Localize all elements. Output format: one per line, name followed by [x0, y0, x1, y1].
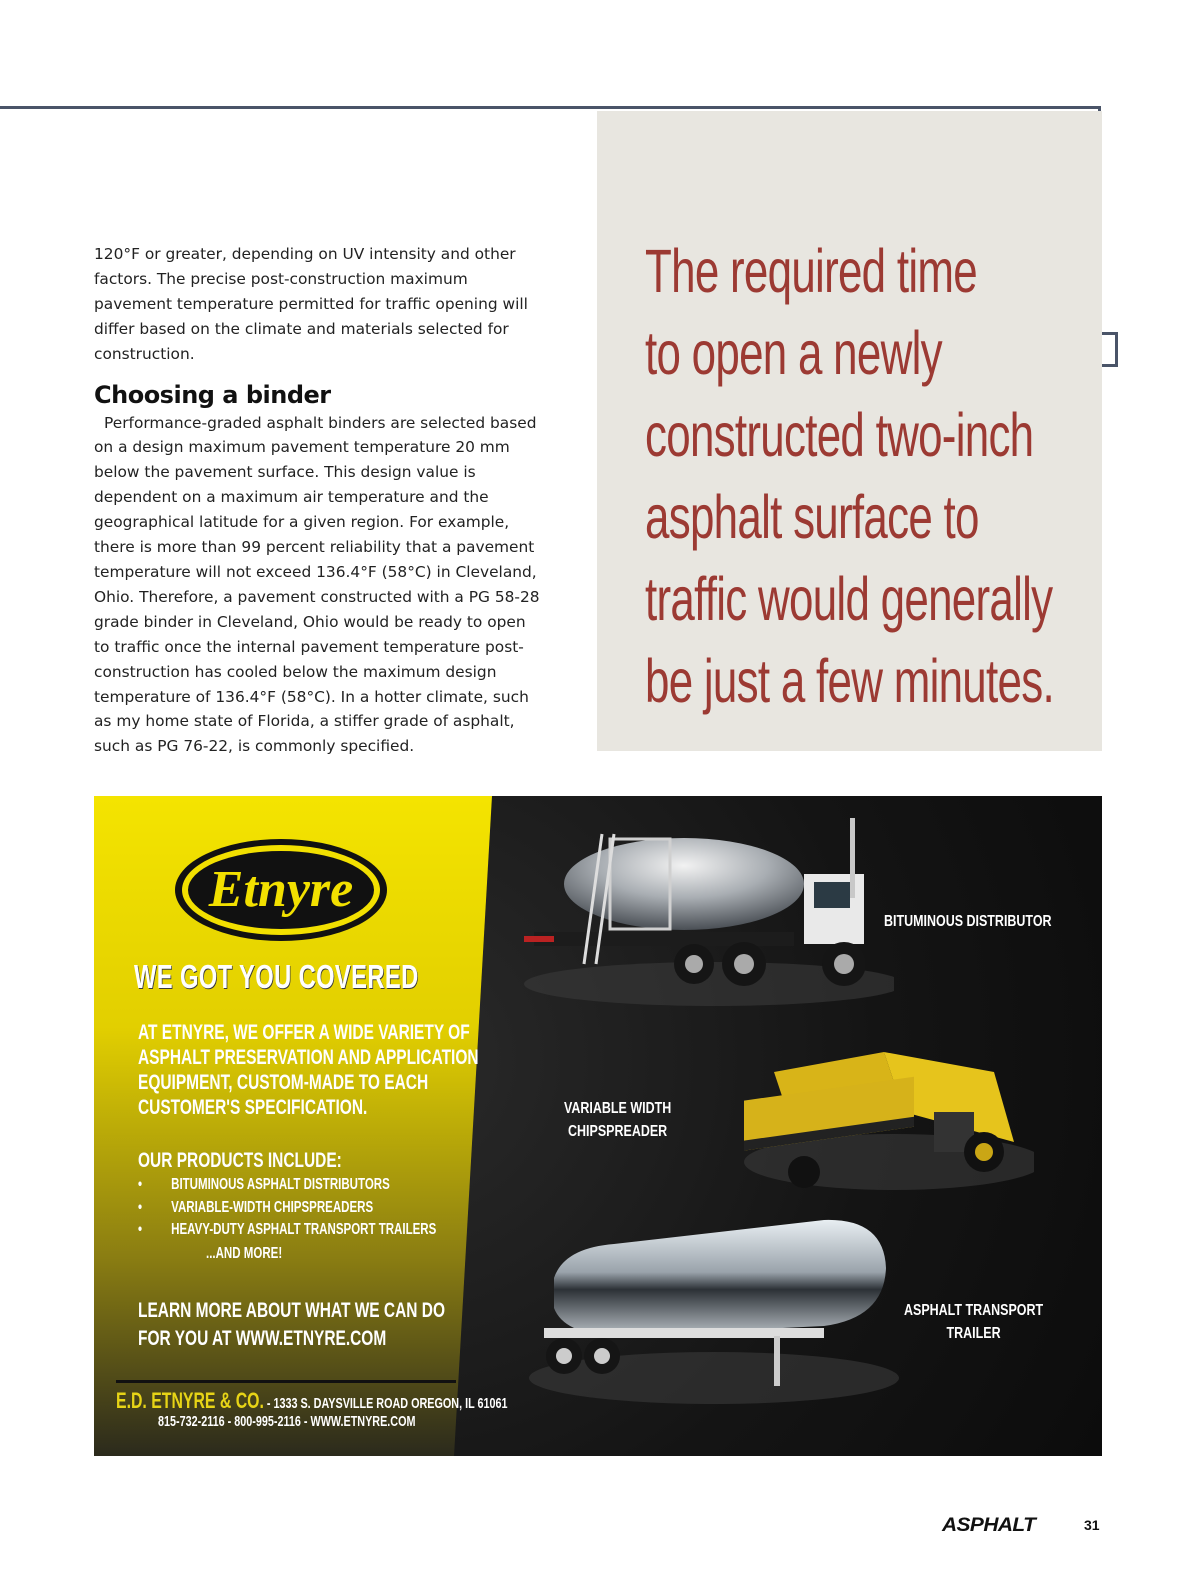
label-chipspreader — [564, 1097, 671, 1143]
product-item — [138, 1197, 436, 1220]
bullet: • — [138, 1198, 143, 1216]
label-bituminous-distributor: BITUMINOUS DISTRIBUTOR — [884, 913, 1052, 930]
product-item — [138, 1219, 436, 1242]
pull-quote-line: The required time — [645, 237, 977, 305]
asphalt-transport-trailer-image — [524, 1208, 904, 1408]
magazine-logo: ASPHALT — [942, 1515, 1036, 1536]
product-label: BITUMINOUS ASPHALT DISTRIBUTORS — [171, 1176, 390, 1193]
label-line: TRAILER — [946, 1325, 1001, 1342]
section-heading: Choosing a binder — [94, 380, 331, 409]
ad-intro-line: ASPHALT PRESERVATION AND APPLICATION — [138, 1045, 479, 1069]
pull-quote-line: asphalt surface to — [645, 483, 979, 551]
ad-divider — [116, 1380, 456, 1383]
ad-headline: WE GOT YOU COVERED — [134, 958, 419, 995]
company-contact: 815-732-2116 - 800-995-2116 - WWW.ETNYRE.COM — [158, 1413, 416, 1430]
article-paragraph: Performance-graded asphalt binders are selected based on a design maximum pavement temperature 20 mm below the pavement surface. This design value is dependent on a maximum air temperature and the geographical latitude for a given region. For example, there is more than 99 percent reliability that a pavement temperature will not exceed 136.4°F (58°C) in Cleveland, Ohio. Therefore, a pavement constructed with a PG 58-28 grade binder in Cleveland, Ohio would be ready to open to traffic once the internal pavement temperature post-construction has cooled below the maximum design temperature of 136.4°F (58°C). In a hotter climate, such as my home state of Florida, a stiffer grade of asphalt, such as PG 76-22, is commonly specified. — [94, 413, 540, 756]
pull-quote-line: be just a few minutes. — [645, 647, 1054, 715]
label-line: ASPHALT TRANSPORT — [904, 1302, 1044, 1319]
learn-more-line: LEARN MORE ABOUT WHAT WE CAN DO — [138, 1298, 446, 1322]
label-line: CHIPSPREADER — [568, 1123, 668, 1140]
etnyre-logo — [172, 836, 390, 944]
page-number: 31 — [1084, 1517, 1100, 1533]
svg-text:Etnyre: Etnyre — [208, 861, 354, 918]
label-transport-trailer — [904, 1299, 1043, 1345]
learn-more-text[interactable] — [138, 1296, 445, 1352]
company-name: E.D. ETNYRE & CO. — [116, 1388, 264, 1413]
bullet: • — [138, 1221, 143, 1238]
pull-quote-line: to open a newly — [645, 319, 942, 387]
pull-quote-line: traffic would generally — [645, 565, 1053, 633]
product-label: HEAVY-DUTY ASPHALT TRANSPORT TRAILERS — [171, 1221, 437, 1238]
ad-intro-line: CUSTOMER'S SPECIFICATION. — [138, 1095, 368, 1119]
frame-top-rule — [0, 106, 1101, 109]
ad-intro — [138, 1020, 479, 1120]
product-label: VARIABLE-WIDTH CHIPSPREADERS — [171, 1198, 374, 1216]
article-paragraph: 120°F or greater, depending on UV intensity and other factors. The precise post-construction maximum pavement temperature permitted for traffic opening will differ based on the climate and materials selected for construction. — [94, 245, 528, 363]
learn-more-line: FOR YOU AT WWW.ETNYRE.COM — [138, 1326, 387, 1350]
bituminous-distributor-image — [514, 814, 894, 1014]
etnyre-advertisement[interactable] — [94, 796, 1102, 1456]
bullet: • — [138, 1176, 143, 1193]
products-heading: OUR PRODUCTS INCLUDE: — [138, 1148, 342, 1172]
label-line: VARIABLE WIDTH — [564, 1100, 672, 1117]
ad-intro-line: EQUIPMENT, CUSTOM-MADE TO EACH — [138, 1070, 429, 1094]
article-column — [94, 242, 544, 759]
company-address: - 1333 S. DAYSVILLE ROAD OREGON, IL 61061 — [263, 1395, 508, 1412]
pull-quote-line: constructed two-inch — [645, 401, 1034, 469]
pull-quote — [645, 230, 1054, 722]
ad-intro-line: AT ETNYRE, WE OFFER A WIDE VARIETY OF — [138, 1020, 470, 1044]
products-list — [138, 1174, 436, 1242]
product-item — [138, 1174, 436, 1197]
chipspreader-image — [734, 1032, 1034, 1192]
company-line — [116, 1388, 508, 1414]
and-more-text: ...AND MORE! — [206, 1245, 283, 1262]
